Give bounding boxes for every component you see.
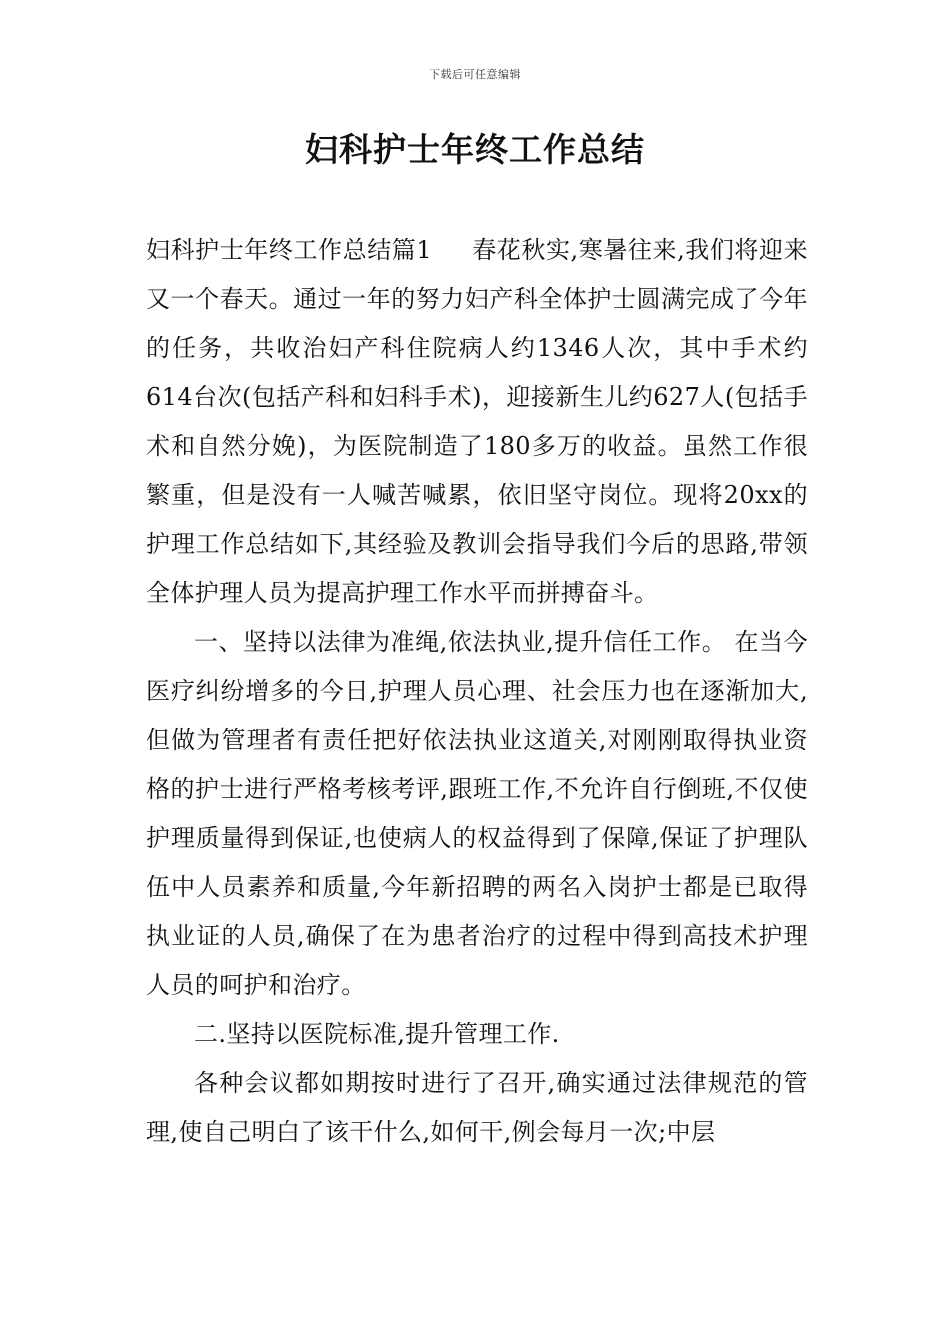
document-title: 妇科护士年终工作总结 bbox=[305, 130, 645, 169]
section-lead-label: 妇科护士年终工作总结篇1 bbox=[146, 236, 433, 264]
paragraph-intro bbox=[146, 226, 808, 618]
paragraph-section-two-text: 各种会议都如期按时进行了召开,确实通过法律规范的管理,使自己明白了该干什么,如何干,例会每月一次;中层 bbox=[146, 1069, 808, 1146]
header-note: 下载后可任意编辑 bbox=[429, 68, 521, 81]
paragraph-section-one: 一、坚持以法律为准绳,依法执业,提升信任工作。 在当今医疗纠纷增多的今日,护理人员心理、社会压力也在逐渐加大,但做为管理者有责任把好依法执业这道关,对刚刚取得执业资格的护士进行严格考核考评,跟班工作,不允许自行倒班,不仅使护理质量得到保证,也使病人的权益得到了保障,保证了护理队伍中人员素养和质量,今年新招聘的两名入岗护士都是已取得执业证的人员,确保了在为患者治疗的过程中得到高技术护理人员的呵护和治疗。 bbox=[146, 628, 808, 999]
document-body bbox=[146, 226, 808, 1157]
paragraph-intro-text: 春花秋实,寒暑往来,我们将迎来又一个春天。通过一年的努力妇产科全体护士圆满完成了今年的任务，共收治妇产科住院病人约1346人次，其中手术约614台次(包括产科和妇科手术)，迎接新生儿约627人(包括手术和自然分娩)，为医院制造了180多万的收益。虽然工作很繁重，但是没有一人喊苦喊累，依旧坚守岗位。现将20xx的护理工作总结如下,其经验及教训会指导我们今后的思路,带领全体护理人员为提高护理工作水平而拼搏奋斗。 bbox=[146, 236, 808, 607]
paragraph-section-two-heading: 二.坚持以医院标准,提升管理工作. bbox=[194, 1020, 560, 1048]
